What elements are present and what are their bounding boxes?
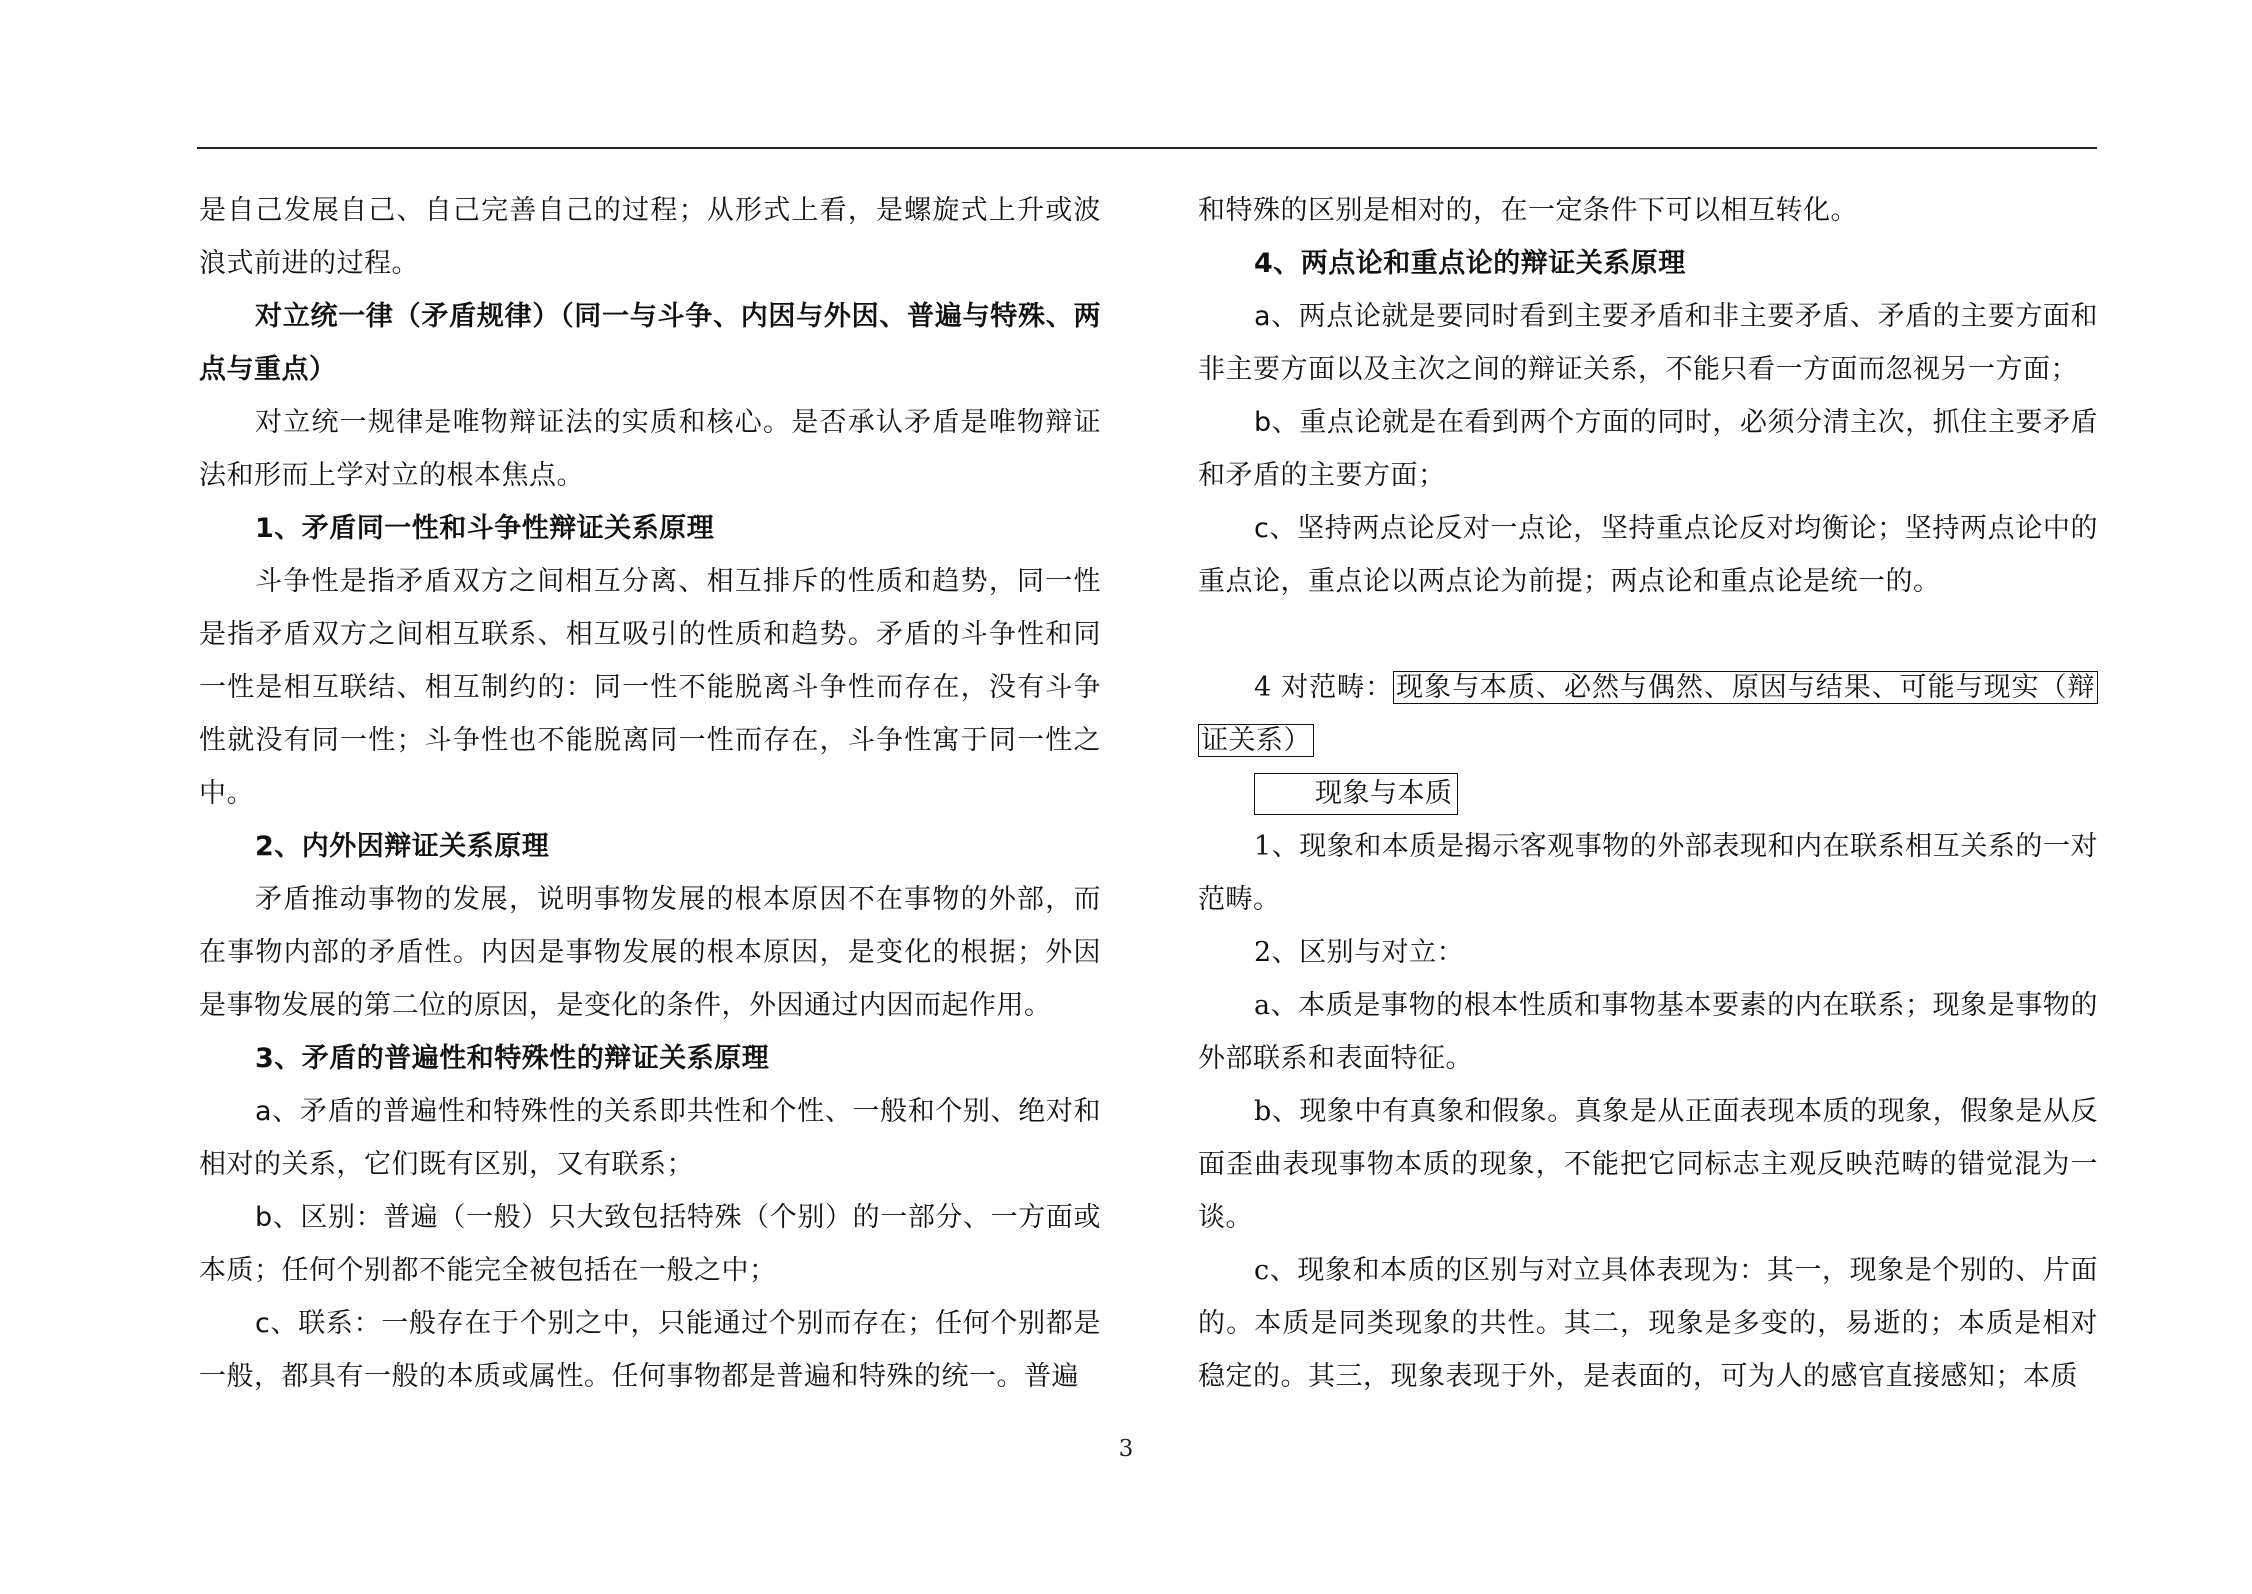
paragraph-identity-and-struggle: 斗争性是指矛盾双方之间相互分离、相互排斥的性质和趋势，同一性是指矛盾双方之间相互联系、相互吸引的性质和趋势。矛盾的斗争性和同一性是相互联结、相互制约的：同一性不能脱离斗争性而存在，没有斗争性就没有同一性；斗争性也不能脱离同一性而存在，斗争性寓于同一性之中。 (199, 566, 1101, 809)
heading-universality-particularity: 3、矛盾的普遍性和特殊性的辩证关系原理 (255, 1043, 770, 1074)
paragraph-universality-c: c、联系：一般存在于个别之中，只能通过个别而存在；任何个别都是一般，都具有一般的本质或属性。任何事物都是普遍和特殊的统一。普遍 (199, 1308, 1101, 1392)
right-column (1198, 184, 2098, 1403)
paragraph-phenomenon-essence-a: a、本质是事物的根本性质和事物基本要素的内在联系；现象是事物的外部联系和表面特征。 (1198, 990, 2098, 1074)
paragraph-two-points-a: a、两点论就是要同时看到主要矛盾和非主要矛盾、矛盾的主要方面和非主要方面以及主次之间的辩证关系，不能只看一方面而忽视另一方面； (1198, 301, 2098, 385)
heading-identity-and-struggle: 1、矛盾同一性和斗争性辩证关系原理 (255, 513, 715, 544)
paragraph-phenomenon-essence-c: c、现象和本质的区别与对立具体表现为：其一，现象是个别的、片面的。本质是同类现象的共性。其二，现象是多变的，易逝的；本质是相对稳定的。其三，现象表现于外，是表面的，可为人的感官直接感知；本质 (1198, 1255, 2098, 1392)
subheading-line (1198, 767, 2098, 820)
paragraph-internal-external-causes: 矛盾推动事物的发展，说明事物发展的根本原因不在事物的外部，而在事物内部的矛盾性。内因是事物发展的根本原因，是变化的根据；外因是事物发展的第二位的原因，是变化的条件，外因通过内因而起作用。 (199, 884, 1101, 1021)
paragraph-two-points-c: c、坚持两点论反对一点论，坚持重点论反对均衡论；坚持两点论中的重点论，重点论以两点论为前提；两点论和重点论是统一的。 (1198, 513, 2098, 597)
paragraph-two-points-b: b、重点论就是在看到两个方面的同时，必须分清主次，抓住主要矛盾和矛盾的主要方面； (1198, 407, 2098, 491)
paragraph-four-categories (1198, 661, 2098, 767)
categories-boxed-text: 现象与本质、必然与偶然、原因与结果、可能与现实（辩证关系） (1198, 671, 2098, 757)
heading-law-of-unity-of-opposites: 对立统一律（矛盾规律）（同一与斗争、内因与外因、普遍与特殊、两点与重点） (199, 301, 1101, 385)
heading-internal-external-causes: 2、内外因辩证关系原理 (255, 831, 550, 862)
paragraph-phenomenon-essence-2: 2、区别与对立： (1254, 937, 1465, 968)
paragraph-unity-law-core: 对立统一规律是唯物辩证法的实质和核心。是否承认矛盾是唯物辩证法和形而上学对立的根本焦点。 (199, 407, 1101, 491)
paragraph-phenomenon-essence-1: 1、现象和本质是揭示客观事物的外部表现和内在联系相互关系的一对范畴。 (1198, 831, 2098, 915)
paragraph-universality-a: a、矛盾的普遍性和特殊性的关系即共性和个性、一般和个别、绝对和相对的关系，它们既有区别，又有联系； (199, 1096, 1101, 1180)
paragraph-universality-b: b、区别：普遍（一般）只大致包括特殊（个别）的一部分、一方面或本质；任何个别都不能完全被包括在一般之中； (199, 1202, 1101, 1286)
heading-two-points-and-key-point: 4、两点论和重点论的辩证关系原理 (1254, 248, 1686, 279)
categories-prefix: 4 对范畴： (1254, 672, 1394, 703)
paragraph-relative-distinction: 和特殊的区别是相对的，在一定条件下可以相互转化。 (1198, 195, 1858, 226)
left-column (199, 184, 1101, 1403)
page-number: 3 (1118, 1436, 1134, 1462)
subheading-phenomenon-essence: 现象与本质 (1254, 773, 1458, 815)
header-rule (197, 147, 2097, 149)
paragraph-gap (1198, 608, 2098, 661)
paragraph-spiral-development: 是自己发展自己、自己完善自己的过程；从形式上看，是螺旋式上升或波浪式前进的过程。 (199, 195, 1101, 279)
paragraph-phenomenon-essence-b: b、现象中有真象和假象。真象是从正面表现本质的现象，假象是从反面歪曲表现事物本质的现象，不能把它同标志主观反映范畴的错觉混为一谈。 (1198, 1096, 2098, 1233)
